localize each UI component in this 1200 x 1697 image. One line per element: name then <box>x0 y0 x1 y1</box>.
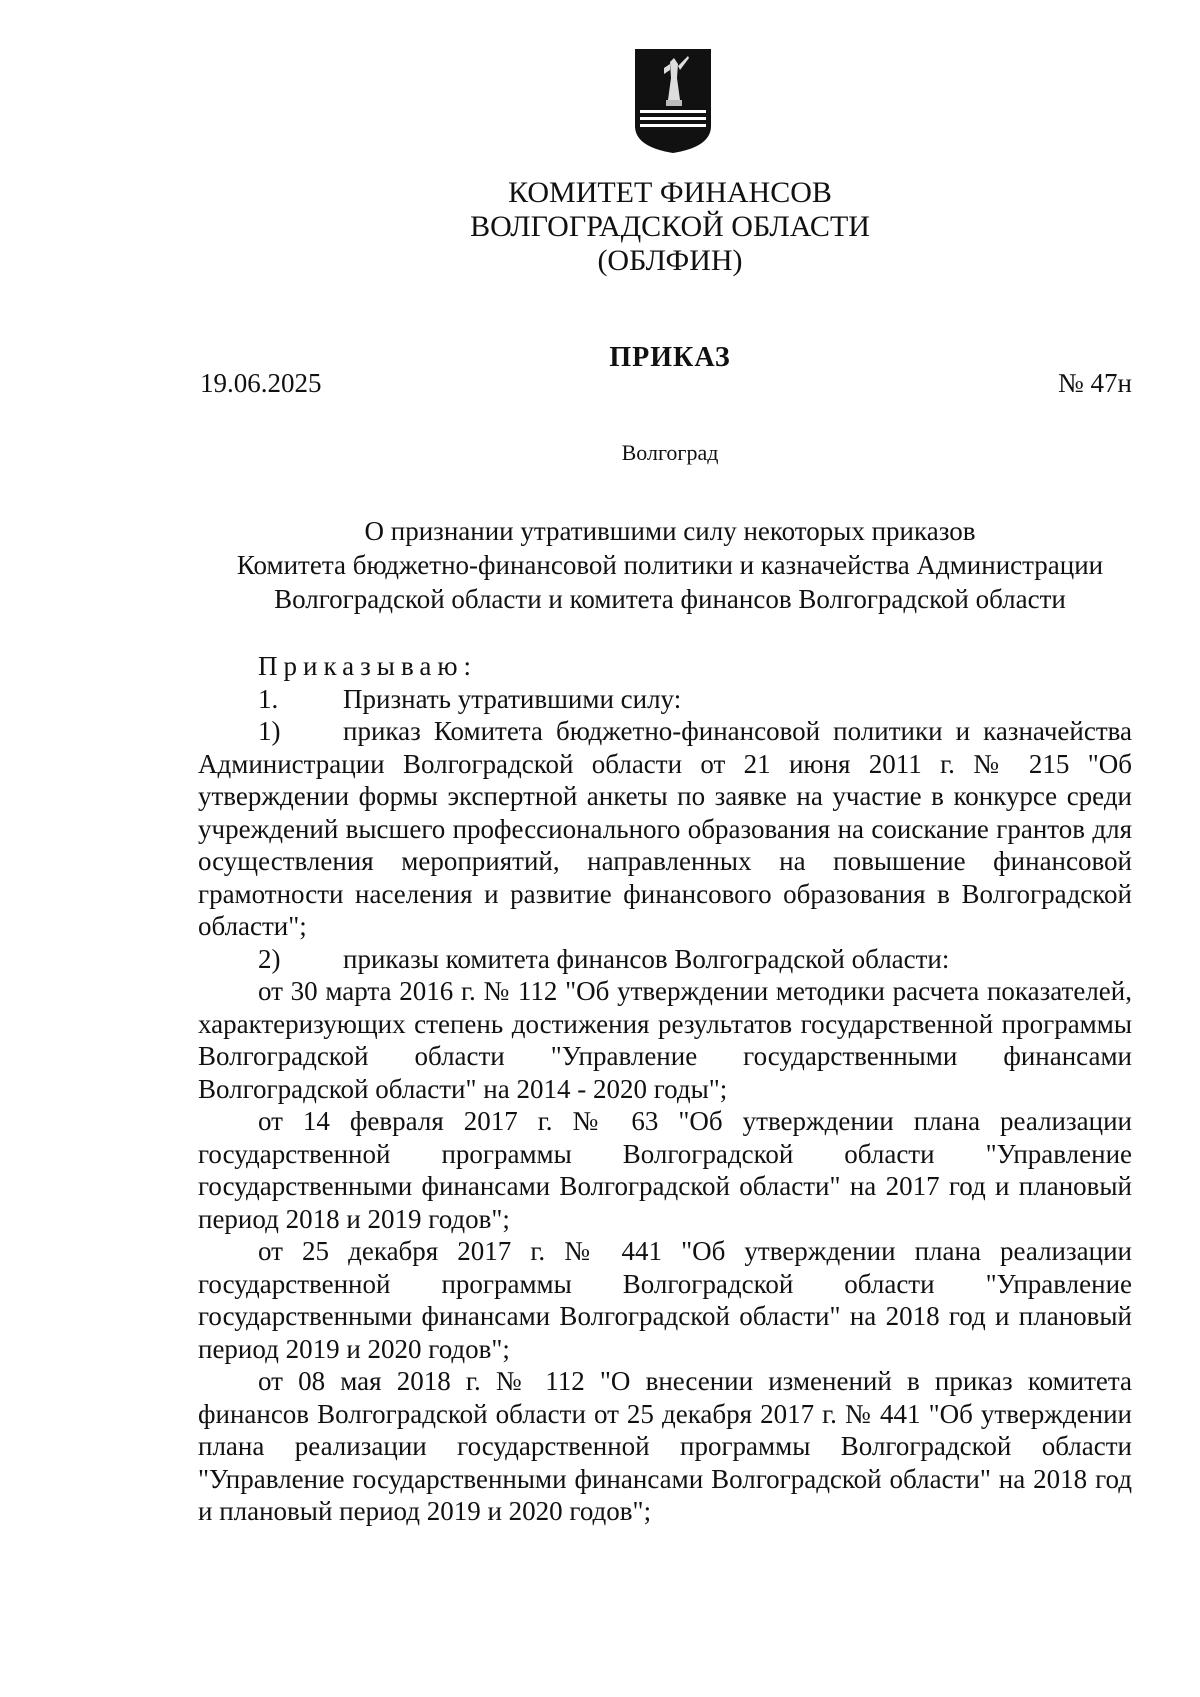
subitem-1-text: приказ Комитета бюджетно-финансовой политики и казначейства Администрации Волгоградской области от 21 июня 2011 г. № 215 "Об утверждении формы экспертной анкеты по заявке на участие в конкурсе среди учреждений высшего профессионального образования на соискание грантов для осуществления мероприятий, направленных на повышение финансовой грамотности населения и развитие финансового образования в Волгоградской области"; <box>198 716 1132 941</box>
order-paragraph-1: от 30 марта 2016 г. № 112 "Об утверждении методики расчета показателей, характеризующих степень достижения результатов государственной программы Волгоградской области "Управление государственными финансами Волгоградской области" на 2014 - 2020 годы"; <box>198 976 1132 1104</box>
subitem-1 <box>198 715 1132 943</box>
subitem-2-number: 2) <box>258 943 281 974</box>
order-paragraph-3: от 25 декабря 2017 г. № 441 "Об утверждении плана реализации государственной программы Волгоградской области "Управление государственными финансами Волгоградской области" на 2018 год и плановый период 2019 и 2020 годов"; <box>198 1236 1132 1364</box>
subitem-2 <box>198 943 1132 976</box>
item-1 <box>198 683 1132 716</box>
org-name-line1: КОМИТЕТ ФИНАНСОВ <box>508 176 832 209</box>
document-body <box>198 650 1132 1528</box>
subitem-1-number: 1) <box>258 716 281 746</box>
subject-line2: Комитета бюджетно-финансовой политики и казначейства Администрации <box>236 550 1104 580</box>
item-1-number: 1. <box>258 683 279 714</box>
subject-line3: Волгоградской области и комитета финансов Волгоградской области <box>274 584 1066 614</box>
document-number: № 47н <box>1058 368 1132 398</box>
document-subject <box>190 514 1150 616</box>
subitem-2-text: приказы комитета финансов Волгоградской области: <box>343 943 950 974</box>
document-type: ПРИКАЗ <box>609 342 731 373</box>
item-1-text: Признать утратившими силу: <box>343 683 682 714</box>
coat-of-arms-emblem <box>634 48 712 154</box>
order-paragraph-2: от 14 февраля 2017 г. № 63 "Об утверждении плана реализации государственной программы Волгоградской области "Управление государственными финансами Волгоградской области" на 2017 год и плановый период 2018 и 2019 годов"; <box>198 1106 1132 1234</box>
order-paragraph-4: от 08 мая 2018 г. № 112 "О внесении изменений в приказ комитета финансов Волгоградской области от 25 декабря 2017 г. № 441 "Об утверждении плана реализации государственной программы Волгоградской области "Управление государственными финансами Волгоградской области" на 2018 год и плановый период 2019 и 2020 годов"; <box>198 1366 1132 1526</box>
document-date: 19.06.2025 <box>200 368 322 398</box>
subject-line1: О признании утратившими силу некоторых приказов <box>364 516 976 546</box>
org-name-line2: ВОЛГОГРАДСКОЙ ОБЛАСТИ <box>470 210 870 243</box>
document-city: Волгоград <box>621 440 719 465</box>
org-name-line3: (ОБЛФИН) <box>597 244 743 277</box>
order-word: Приказываю: <box>258 651 477 681</box>
